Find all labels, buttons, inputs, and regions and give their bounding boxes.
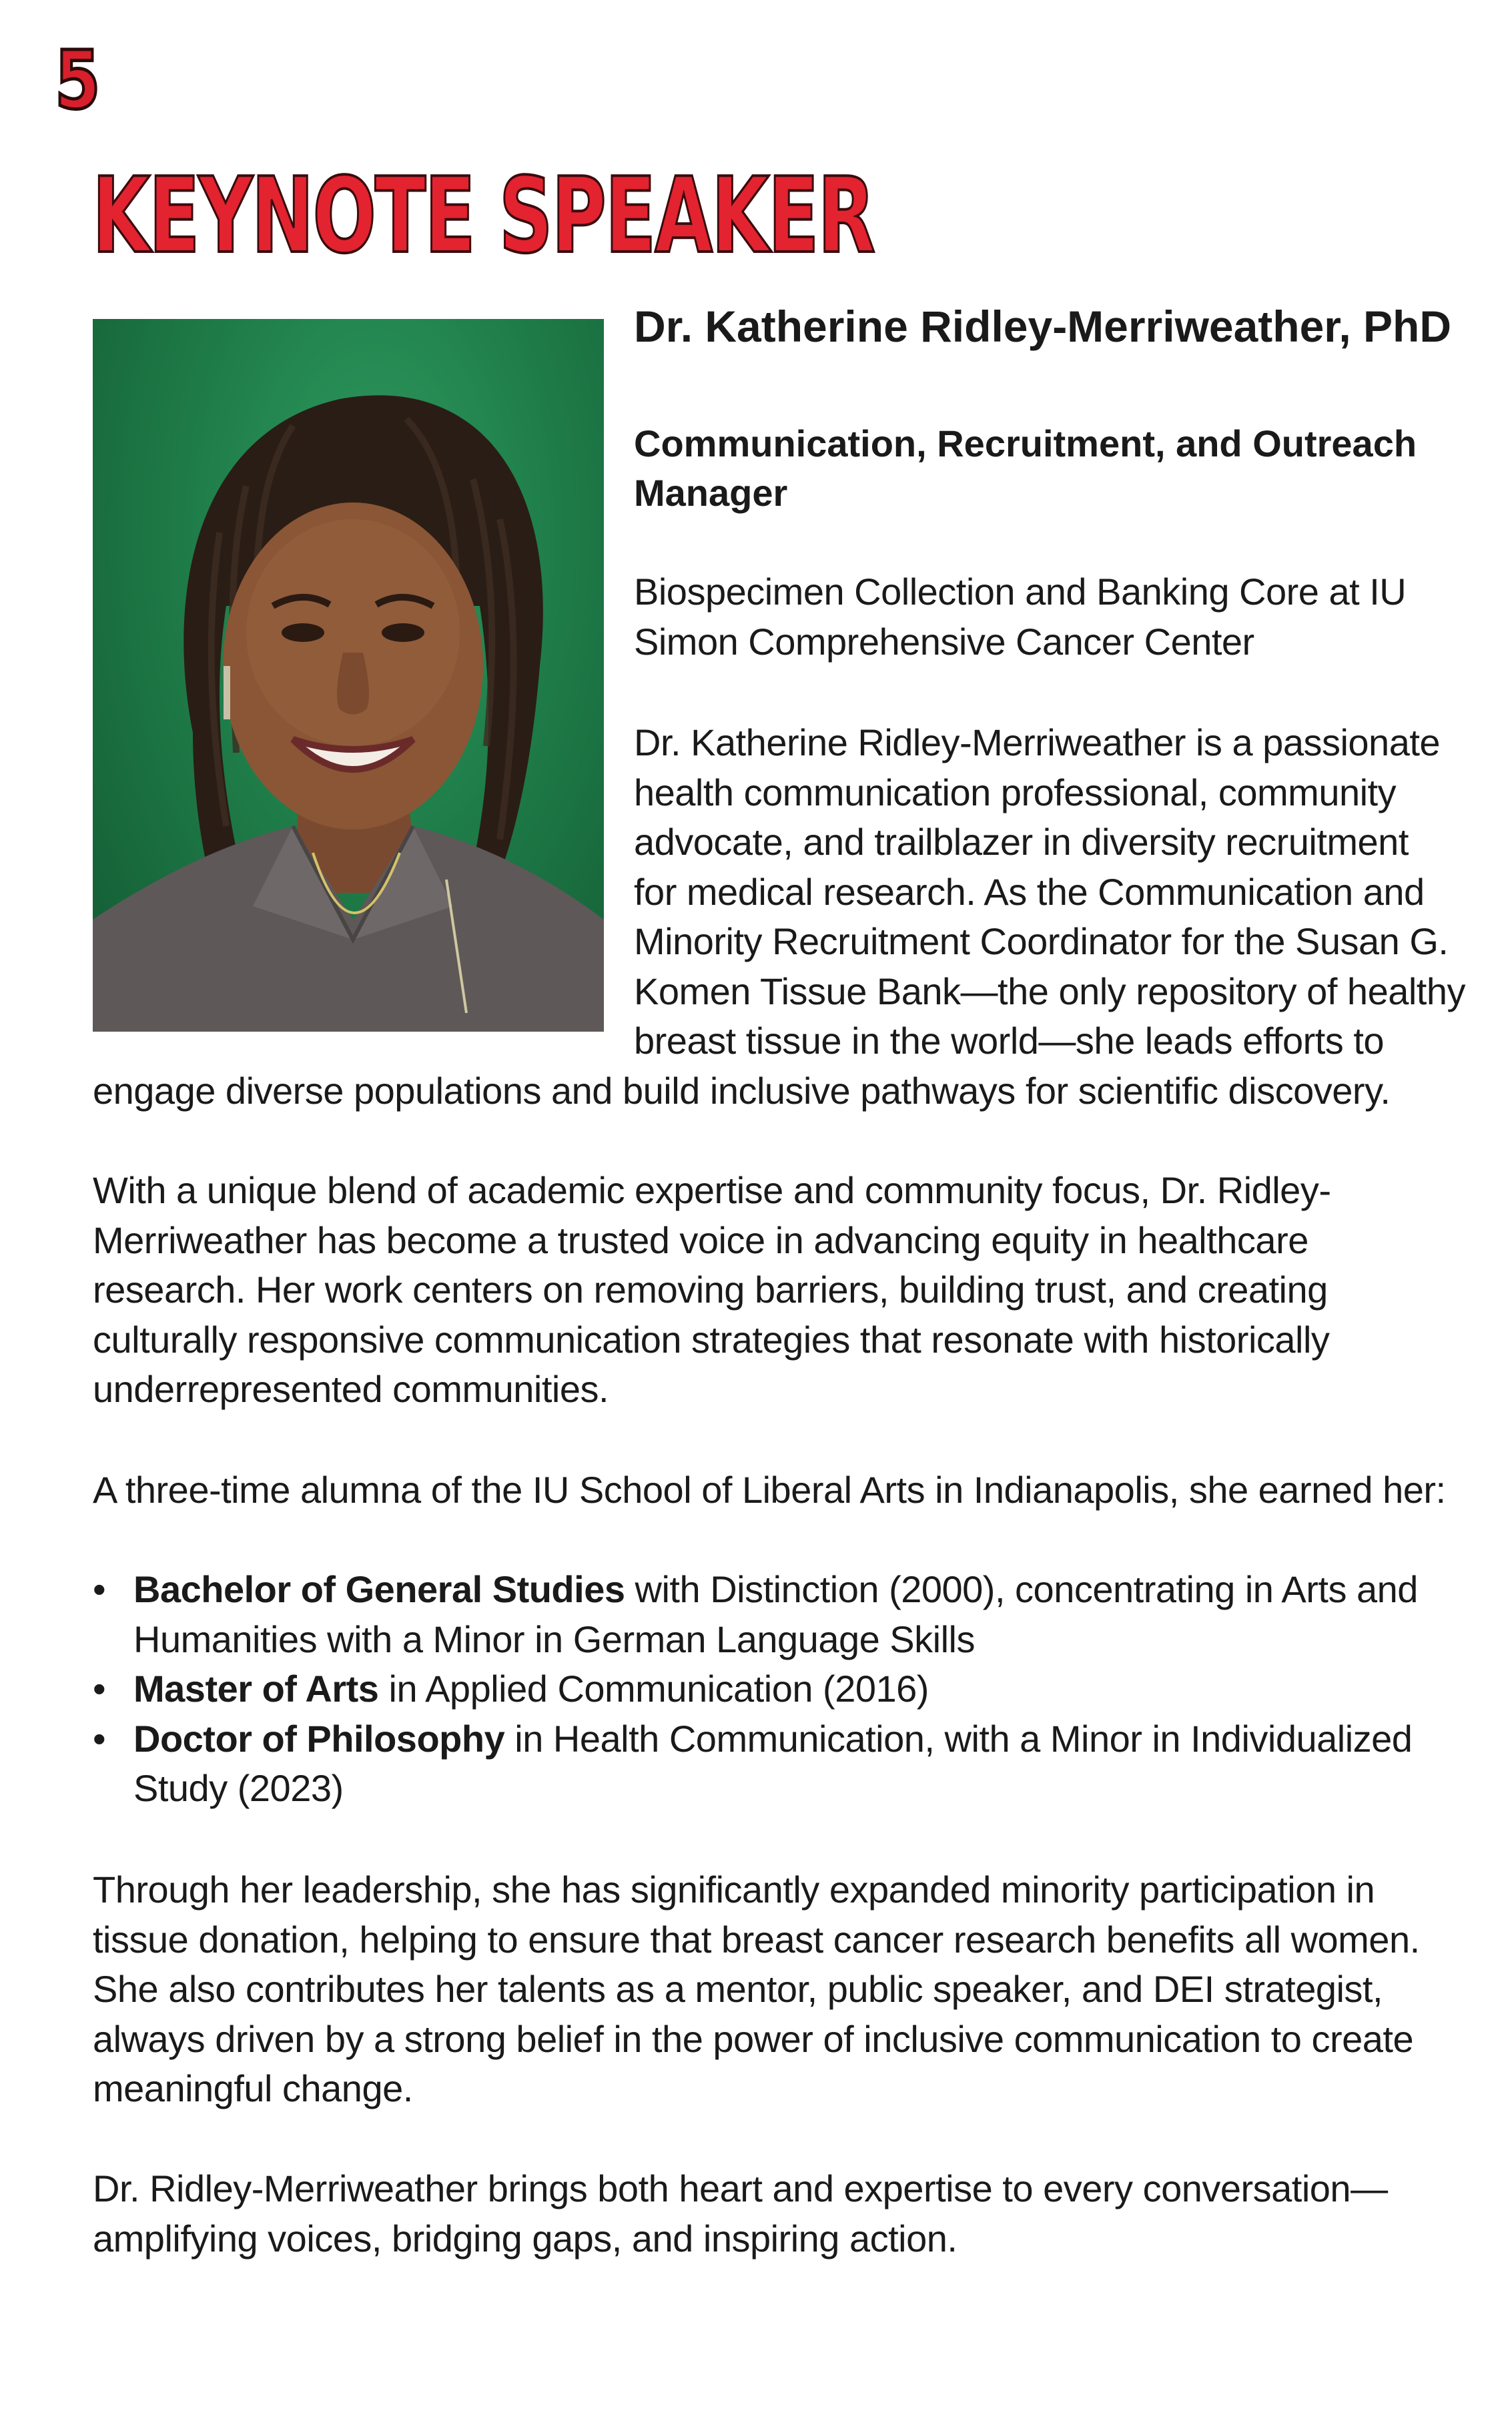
bio-paragraph-closing: Dr. Ridley-Merriweather brings both heart and expertise to every conversation—amplifying voices, bridging gaps, and inspiring action. xyxy=(93,2167,1388,2260)
bullet-icon: • xyxy=(93,1568,106,1610)
degree-item xyxy=(93,1714,1481,1814)
page-number: 5 xyxy=(55,35,101,127)
bio-intro-line: for medical research. As the Communication and xyxy=(634,870,1425,913)
bio-intro-line: engage diverse populations and build inclusive pathways for scientific discovery. xyxy=(93,1069,1391,1112)
speaker-name: Dr. Katherine Ridley-Merriweather, PhD xyxy=(634,302,1452,351)
degree-detail: with Distinction (2000), concentrating in Arts and Humanities with a Minor in German Language Skills xyxy=(133,1568,1418,1660)
bio-paragraph-advocacy: With a unique blend of academic expertise and community focus, Dr. Ridley-Merriweather has become a trusted voice in advancing equity in healthcare research. Her work centers on removing barriers, building trust, and creating culturally responsive communication strategies that resonate with historically underrepresented communities. xyxy=(93,1169,1331,1410)
bullet-icon: • xyxy=(93,1668,106,1710)
bio-intro-line: Minority Recruitment Coordinator for the Susan G. xyxy=(634,920,1449,962)
bio-paragraph-education: A three-time alumna of the IU School of Liberal Arts in Indianapolis, she earned her: xyxy=(93,1469,1446,1511)
bio-intro-line: advocate, and trailblazer in diversity recruitment xyxy=(634,821,1409,863)
degree-detail: in Applied Communication (2016) xyxy=(378,1668,929,1710)
bullet-icon: • xyxy=(93,1717,106,1760)
section-heading: KEYNOTE SPEAKER xyxy=(92,155,874,276)
bio-intro-line: breast tissue in the world—she leads efforts to xyxy=(634,1020,1385,1062)
speaker-organization: Biospecimen Collection and Banking Core at IU Simon Comprehensive Cancer Center xyxy=(634,571,1407,663)
bio-intro xyxy=(93,718,1481,1116)
bio-intro-line: Komen Tissue Bank—the only repository of healthy xyxy=(634,970,1466,1012)
bio-paragraph-leadership: Through her leadership, she has significantly expanded minority participation in tissue donation, helping to ensure that breast cancer research benefits all women. She also contributes her talents as a mentor, public speaker, and DEI strategist, always driven by a strong belief in the power of inclusive communication to create meaningful change. xyxy=(93,1868,1420,2109)
bio-intro-line: Dr. Katherine Ridley-Merriweather is a passionate xyxy=(634,721,1441,763)
degree-title: Master of Arts xyxy=(133,1668,379,1710)
degree-item xyxy=(93,1565,1481,1664)
degree-title: Bachelor of General Studies xyxy=(133,1568,625,1610)
degree-list xyxy=(93,1565,1481,1814)
bio-intro-line: health communication professional, community xyxy=(634,771,1397,813)
degree-item xyxy=(93,1664,1481,1714)
speaker-role: Communication, Recruitment, and Outreach Manager xyxy=(634,422,1417,514)
degree-detail: in Health Communication, with a Minor in Individualized Study (2023) xyxy=(133,1717,1413,1809)
degree-title: Doctor of Philosophy xyxy=(133,1717,505,1760)
